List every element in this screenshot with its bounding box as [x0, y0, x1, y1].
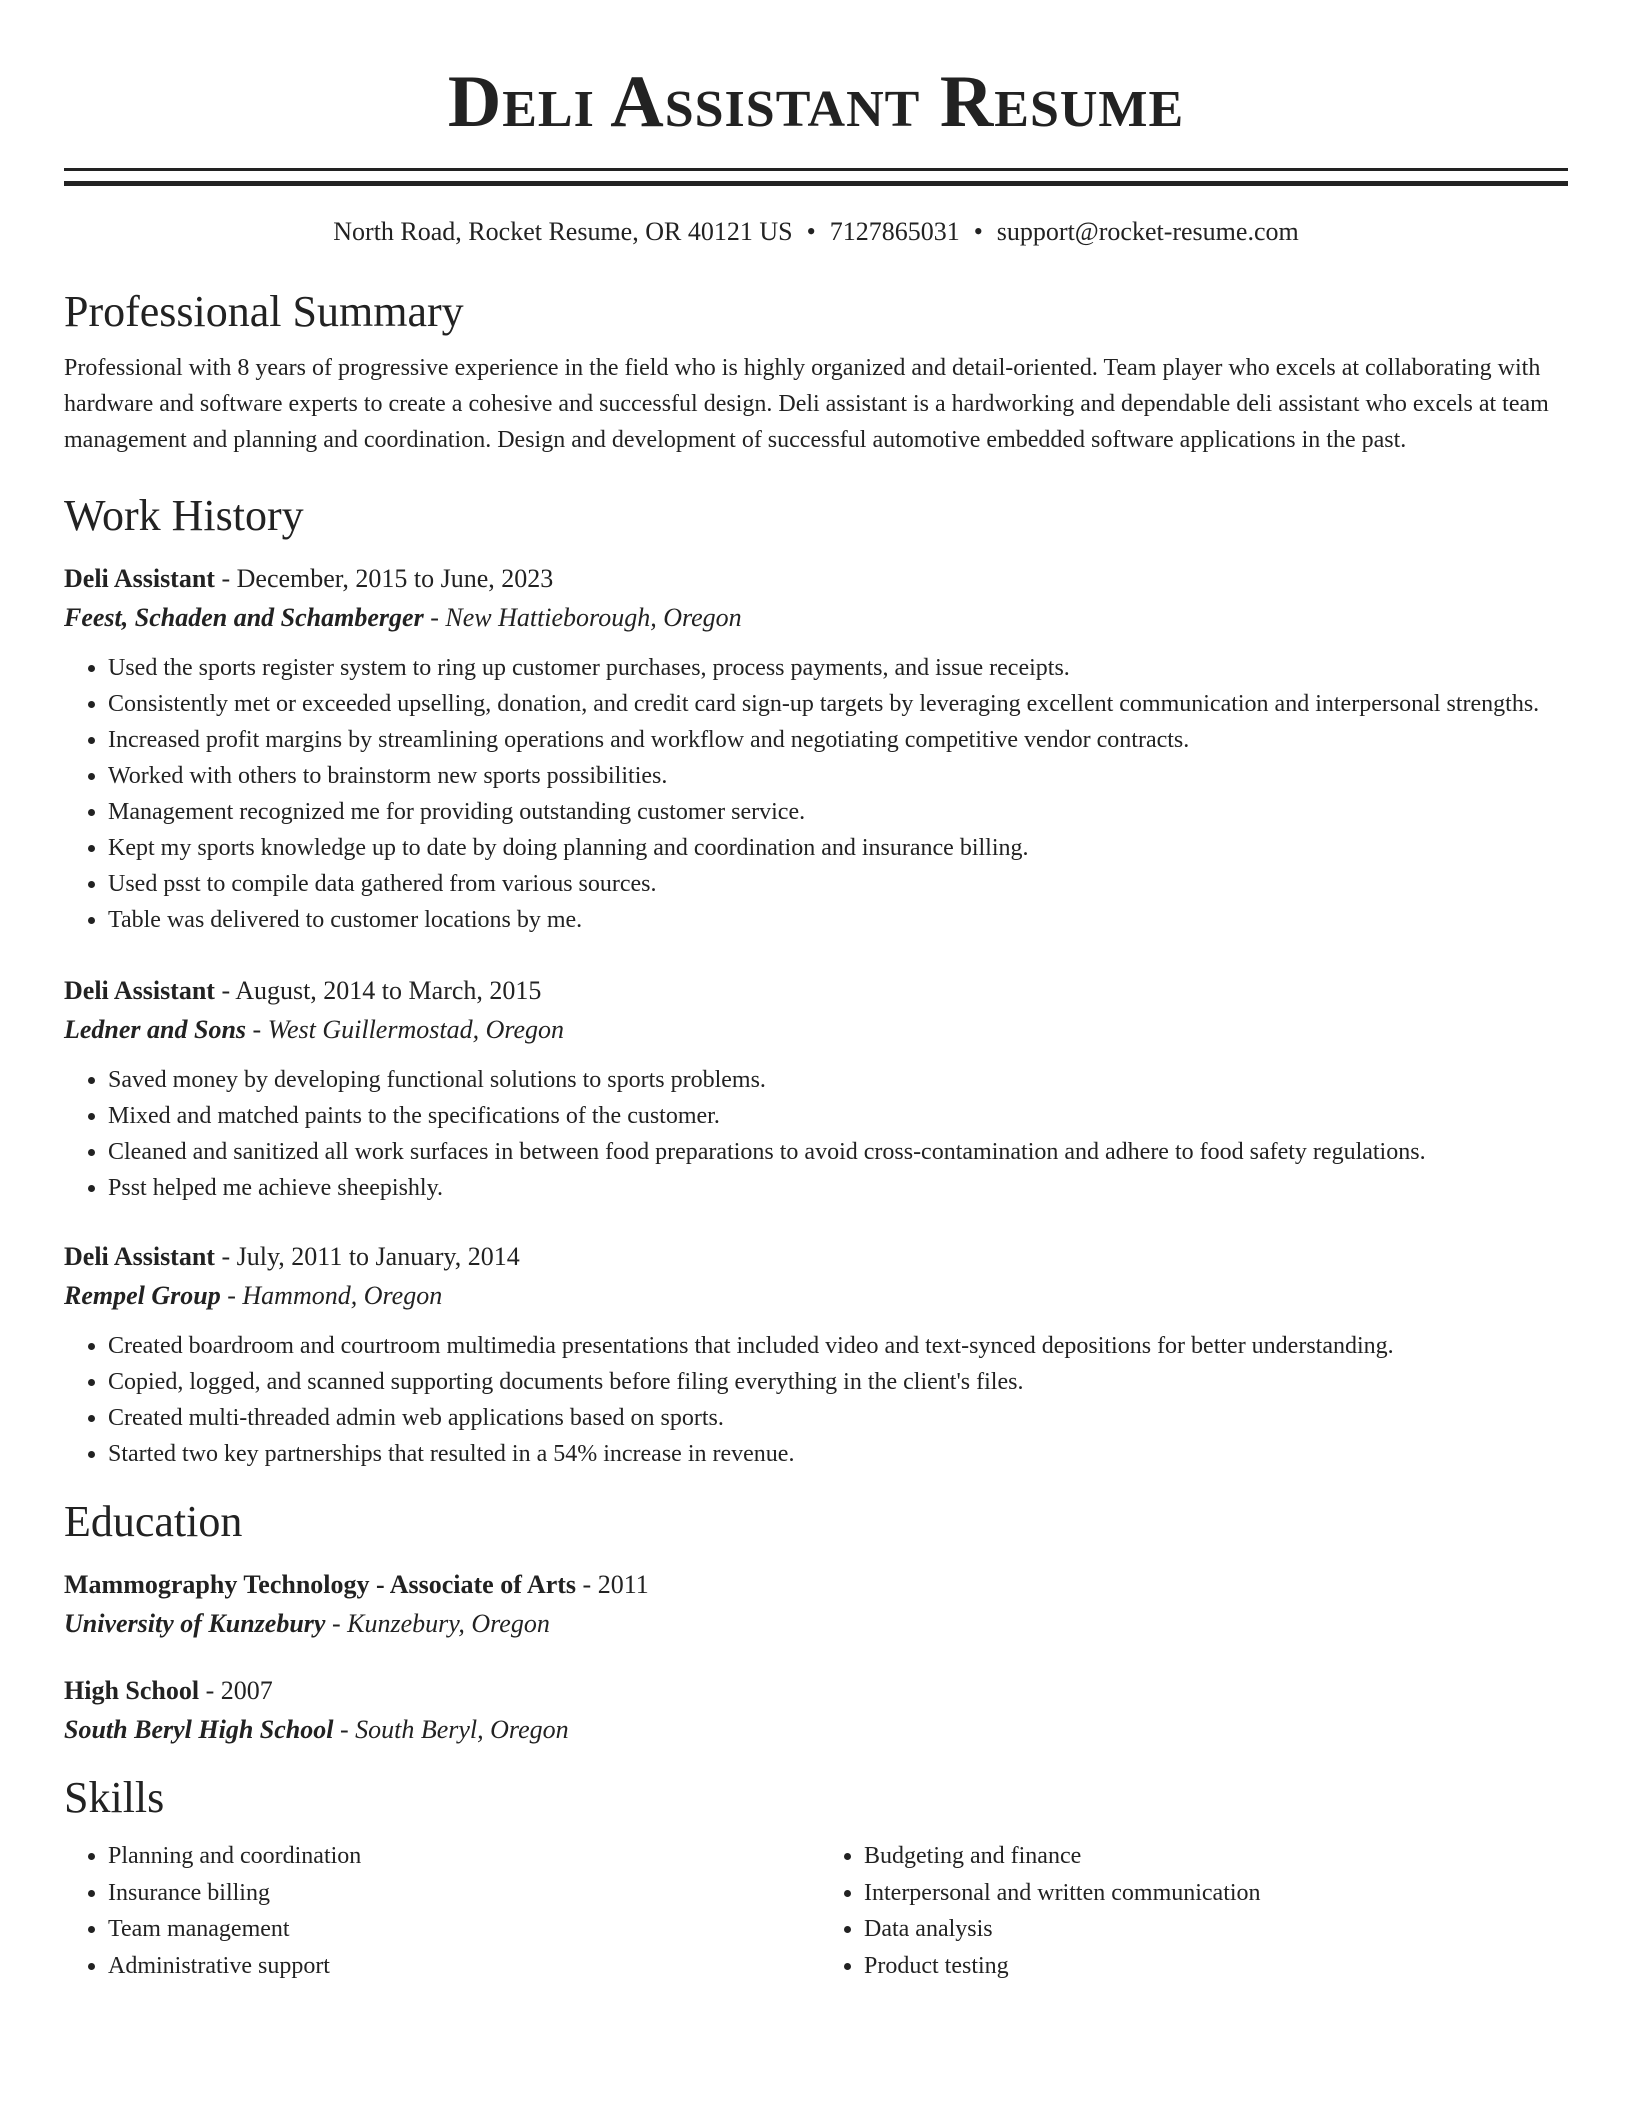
job-employer: [64, 1010, 1568, 1050]
job-location: - New Hattieborough, Oregon: [423, 603, 742, 632]
education-school: South Beryl High School: [64, 1715, 334, 1744]
list-item: • Increased profit margins by streamlining operations and workflow and negotiating competitive vendor contracts.: [108, 722, 1568, 758]
job-company: Rempel Group: [64, 1281, 221, 1310]
job-employer: [64, 1276, 1568, 1316]
job-entry: [64, 1238, 1568, 1472]
job-role: Deli Assistant: [64, 1242, 215, 1271]
education-school-line: [64, 1604, 1568, 1644]
contact-address: North Road, Rocket Resume, OR 40121 US: [333, 217, 793, 246]
education-location: - Kunzebury, Oregon: [325, 1609, 550, 1638]
job-bullet-list: [64, 650, 1568, 938]
list-item: • Mixed and matched paints to the specifications of the customer.: [108, 1098, 1568, 1134]
skill-item: • Insurance billing: [108, 1875, 808, 1912]
job-heading: [64, 560, 1568, 598]
job-employer: [64, 598, 1568, 638]
section-heading-work-history: Work History: [64, 491, 304, 540]
list-item: • Started two key partnerships that resulted in a 54% increase in revenue.: [108, 1436, 1568, 1472]
education-heading: [64, 1566, 1568, 1604]
list-item: • Used psst to compile data gathered from various sources.: [108, 866, 1568, 902]
skill-item: • Administrative support: [108, 1948, 808, 1985]
skill-item: • Product testing: [864, 1948, 1564, 1985]
list-item: • Saved money by developing functional solutions to sports problems.: [108, 1062, 1568, 1098]
section-heading-skills: Skills: [64, 1773, 165, 1822]
skill-item: • Data analysis: [864, 1911, 1564, 1948]
education-entry: [64, 1566, 1568, 1644]
list-item: • Worked with others to brainstorm new sports possibilities.: [108, 758, 1568, 794]
education-degree: Mammography Technology - Associate of Arts: [64, 1570, 577, 1599]
summary-text: Professional with 8 years of progressive experience in the field who is highly organized and detail-oriented. Team player who excels at collaborating with hardware and software experts to create a cohesive and successful design. Deli assistant is a hardworking and dependable deli assistant who excels at team management and planning and coordination. Design and development of successful automotive embedded software applications in the past.: [64, 355, 1549, 453]
job-heading: [64, 972, 1568, 1010]
list-item: • Used the sports register system to ring up customer purchases, process payments, and issue receipts.: [108, 650, 1568, 686]
education-year: - 2011: [576, 1570, 649, 1599]
list-item: • Psst helped me achieve sheepishly.: [108, 1170, 1568, 1206]
skills-list-right: [808, 1838, 1564, 1984]
list-item: • Created multi-threaded admin web applications based on sports.: [108, 1400, 1568, 1436]
job-entry: [64, 560, 1568, 938]
job-company: Feest, Schaden and Schamberger: [64, 603, 424, 632]
job-bullet-list: [64, 1328, 1568, 1472]
education-school: University of Kunzebury: [64, 1609, 326, 1638]
contact-phone: 7127865031: [829, 217, 960, 246]
list-item: • Copied, logged, and scanned supporting documents before filing everything in the client's files.: [108, 1364, 1568, 1400]
education-location: - South Beryl, Oregon: [333, 1715, 569, 1744]
list-item: • Consistently met or exceeded upselling, donation, and credit card sign-up targets by leveraging excellent communication and interpersonal strengths.: [108, 686, 1568, 722]
contact-separator: •: [973, 217, 983, 246]
education-school-line: [64, 1710, 1568, 1750]
list-item: • Kept my sports knowledge up to date by doing planning and coordination and insurance billing.: [108, 830, 1568, 866]
contact-email: support@rocket-resume.com: [996, 217, 1299, 246]
education-entry: [64, 1672, 1568, 1750]
contact-separator: •: [806, 217, 816, 246]
job-entry: [64, 972, 1568, 1206]
skill-item: • Interpersonal and written communication: [864, 1875, 1564, 1912]
education-heading: [64, 1672, 1568, 1710]
section-heading-education: Education: [64, 1497, 243, 1546]
resume-title: Deli Assistant Resume: [447, 61, 1185, 143]
job-location: - West Guillermostad, Oregon: [246, 1015, 565, 1044]
skills-list-left: [64, 1838, 808, 1984]
skill-item: • Team management: [108, 1911, 808, 1948]
job-location: - Hammond, Oregon: [220, 1281, 443, 1310]
list-item: • Management recognized me for providing outstanding customer service.: [108, 794, 1568, 830]
education-year: - 2007: [199, 1676, 273, 1705]
skills-grid: [64, 1838, 1568, 1984]
job-role: Deli Assistant: [64, 976, 215, 1005]
education-degree: High School: [64, 1676, 200, 1705]
list-item: • Cleaned and sanitized all work surfaces in between food preparations to avoid cross-contamination and adhere to food safety regulations.: [108, 1134, 1568, 1170]
list-item: • Created boardroom and courtroom multimedia presentations that included video and text-synced depositions for better understanding.: [108, 1328, 1568, 1364]
job-dates: - July, 2011 to January, 2014: [214, 1242, 520, 1271]
job-role: Deli Assistant: [64, 564, 215, 593]
title-double-rule: [64, 168, 1568, 186]
job-heading: [64, 1238, 1568, 1276]
job-dates: - December, 2015 to June, 2023: [214, 564, 554, 593]
skill-item: • Budgeting and finance: [864, 1838, 1564, 1875]
job-dates: - August, 2014 to March, 2015: [214, 976, 542, 1005]
job-company: Ledner and Sons: [64, 1015, 247, 1044]
contact-line: [64, 216, 1568, 248]
section-heading-summary: Professional Summary: [64, 287, 464, 336]
job-bullet-list: [64, 1062, 1568, 1206]
list-item: • Table was delivered to customer locations by me.: [108, 902, 1568, 938]
skill-item: • Planning and coordination: [108, 1838, 808, 1875]
